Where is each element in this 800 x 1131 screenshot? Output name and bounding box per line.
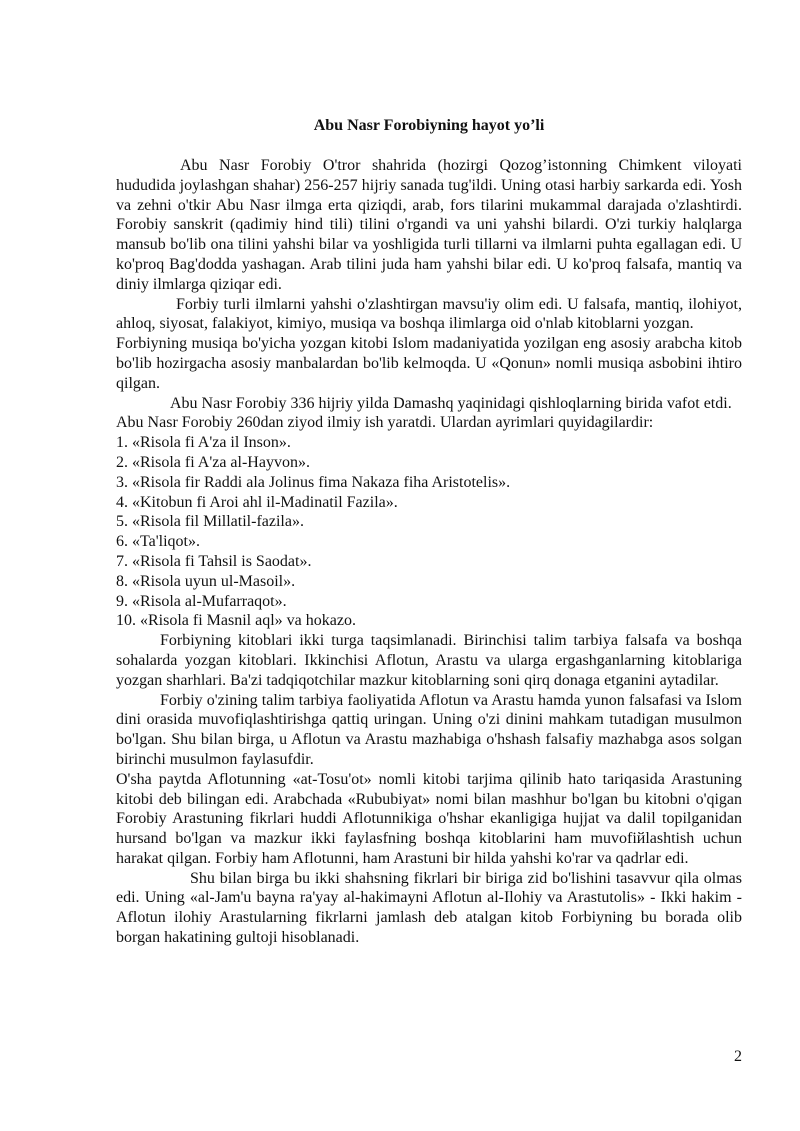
paragraph-philosophy: Forbiy o'zining talim tarbiya faoliyatida Aflotun va Arastu hamda yunon falsafasi va Islom dini orasida muvofiqlashtirishga qattiq uringan. Uning o'zi dinini mahkam tutadigan musulmon bo'lgan. Shu bilan birga, u Aflotun va Arastu mazhabiga o'hshash falsafiy mazhabga asos solgan birinchi musulmon faylasufdir. [116, 691, 742, 768]
paragraph-scholar: Forbiy turli ilmlarni yahshi o'zlashtirgan mavsu'iy olim edi. U falsafa, mantiq, ilohiyot, ahloq, siyosat, falakiyot, kimiyo, musiqa va boshqa ilimlarga oid o'nlab kitoblarni yozgan. [116, 295, 742, 333]
list-item: 8. «Risola uyun ul-Masoil». [116, 572, 296, 590]
list-item: 5. «Risola fil Millatil-fazila». [116, 513, 304, 531]
paragraph-book-types: Forbiyning kitoblari ikki turga taqsimlanadi. Birinchisi talim tarbiya falsafa va boshqa sohalarda yozgan kitoblari. Ikkinchisi Aflotun, Arastu va ularga ergashganlarning kitoblariga yozgan sharhlari. Ba'zi tadqiqotchilar mazkur kitoblarning soni qirq donaga etganini aytadilar. [116, 632, 742, 689]
paragraph-birth: Abu Nasr Forobiy O'tror shahrida (hozirgi Qozog’istonning Chimkent viloyati hududida joylashgan shahar) 256-257 hijriy sanada tug'ildi. Uning otasi harbiy sarkarda edi. Yosh va zehni o'tkir Abu Nasr ilmga erta qiziqdi, arab, fors tilarini mukammal darajada o'zlashtirdi. Forobiy sanskrit (qadimiy hind tili) tilini o'rgandi va uni yahshi bilardi. O'zi turkiy halqlarga mansub bo'lib ona tilini yahshi bilar va yoshligida turli tillarni va ilmlarni puhta egallagan edi. U ko'proq Bag'dodda yashagan. Arab tilini juda ham yahshi bilar edi. U ko'proq falsafa, mantiq va diniy ilmlarga qiziqar edi. [116, 157, 742, 293]
list-item: 9. «Risola al-Mufarraqot». [116, 592, 287, 610]
paragraph-death: Abu Nasr Forobiy 336 hijriy yilda Damashq yaqinidagi qishloqlarning birida vafot etdi. [170, 394, 732, 412]
list-item: 2. «Risola fi A'za al-Hayvon». [116, 453, 310, 471]
list-item: 10. «Risola fi Masnil aql» va hokazo. [116, 612, 356, 630]
works-list [116, 433, 742, 631]
page-number: 2 [734, 1048, 742, 1065]
list-item: 6. «Ta'liqot». [116, 533, 200, 551]
paragraph-translation: O'sha paytda Aflotunning «at-Tosu'ot» nomli kitobi tarjima qilinib hato tariqasida Arastuning kitobi deb bilingan edi. Arabchada «Rububiyat» nomi bilan mashhur bo'lgan bu kitobni o'qigan Forobiy Arastuning fikrlari huddi Aflotunnikiga o'hshar ekanligiga hujjat va dalil topilganidan hursand bo'lgan va mazkur ikki faylasfning boshqa kitoblarini ham muvofiйlashtish uchun harakat qilgan. Forbiy ham Aflotunni, ham Arastuni bir hilda yahshi ko'rar va qadrlar edi. [116, 770, 742, 867]
list-item: 3. «Risola fir Raddi ala Jolinus fima Nakaza fiha Aristotelis». [116, 473, 511, 491]
list-item: 1. «Risola fi A'za il Inson». [116, 434, 291, 452]
document-title: Abu Nasr Forobiyning hayot yo’li [313, 117, 545, 134]
paragraph-harmony: Shu bilan birga bu ikki shahsning fikrlari bir biriga zid bo'lishini tasavvur qila olmas edi. Uning «al-Jam'u bayna ra'yay al-hakimayni Aflotun al-Ilohiy va Arastutolis» - Ikki hakim - Aflotun ilohiy Arastularning fikrlarni jamlash deb atalgan kitob Forbiyning bu borada olib borgan hakatining gultoji hisoblanadi. [116, 869, 742, 947]
list-item: 7. «Risola fi Tahsil is Saodat». [116, 552, 312, 570]
list-item: 4. «Kitobun fi Aroi ahl il-Madinatil Fazila». [116, 493, 398, 511]
paragraph-music: Forbiyning musiqa bo'yicha yozgan kitobi Islom madaniyatida yozilgan eng asosiy arabcha kitob bo'lib hozirgacha asosiy manbalardan bo'lib kelmoqda. U «Qonun» nomli musiqa asbobini ihtiro qilgan. [116, 335, 742, 392]
paragraph-works-intro: Abu Nasr Forobiy 260dan ziyod ilmiy ish yaratdi. Ulardan ayrimlari quyidagilardir: [116, 414, 654, 432]
